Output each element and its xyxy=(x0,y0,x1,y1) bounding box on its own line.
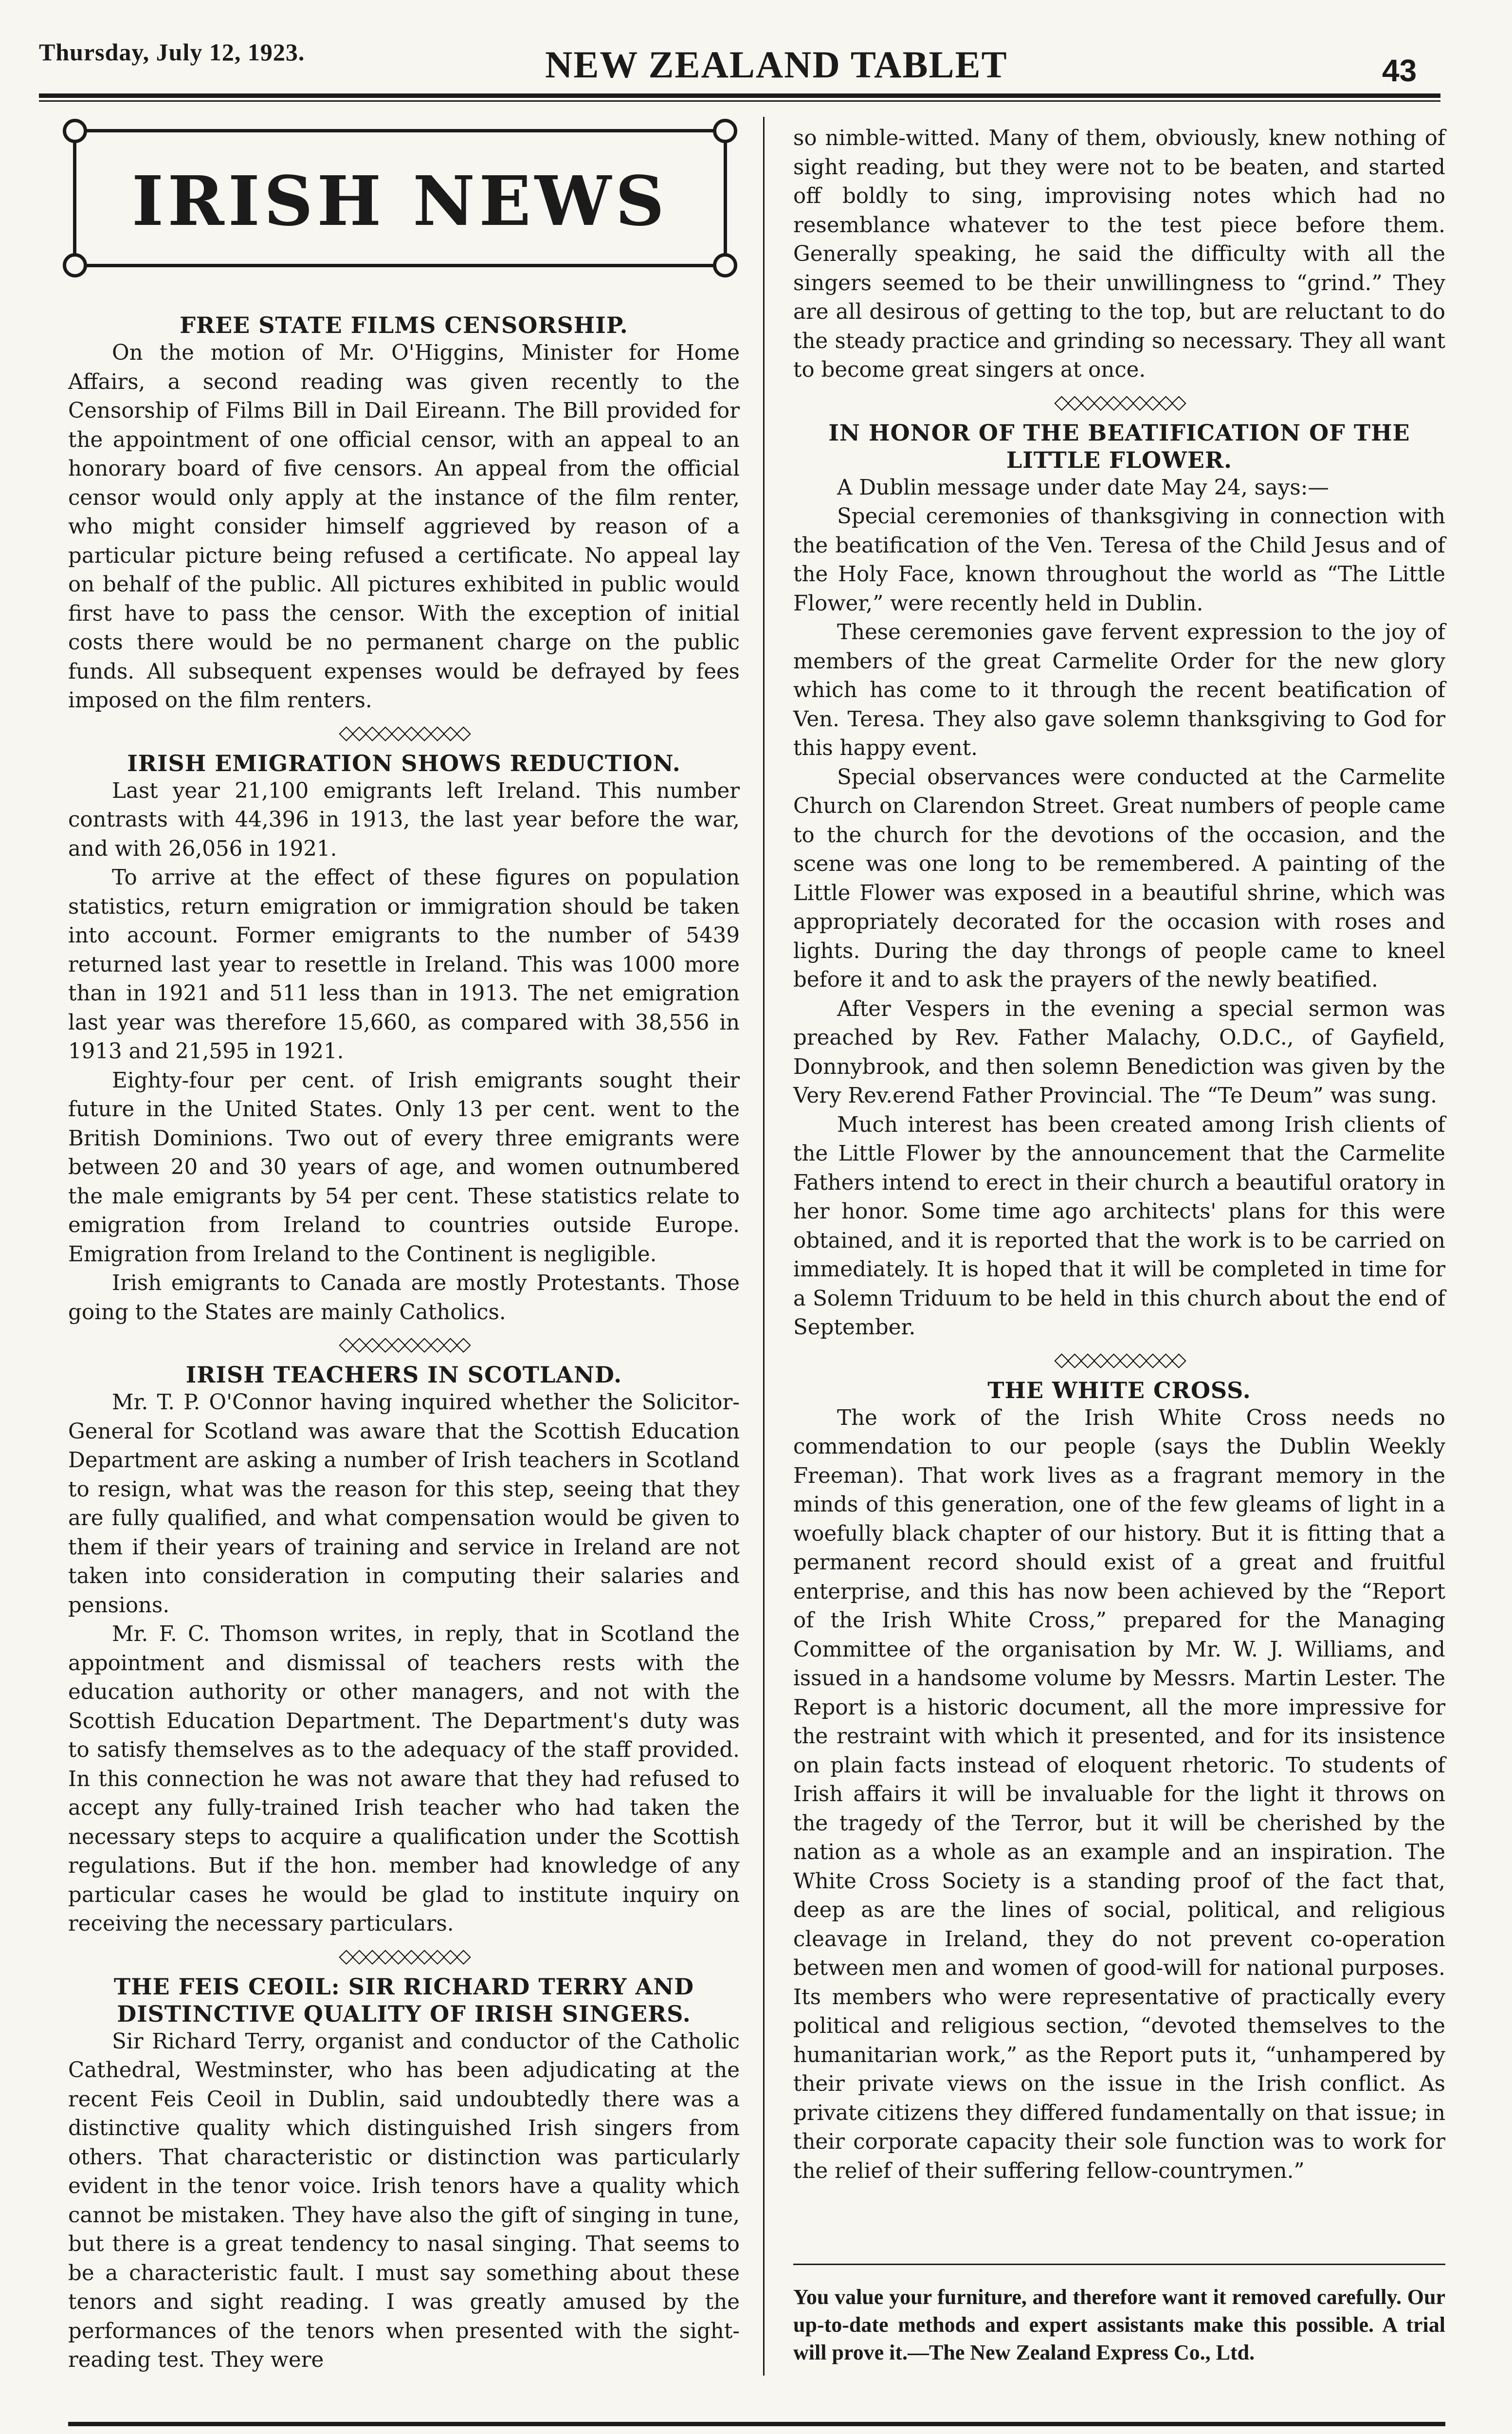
article-heading: IRISH EMIGRATION SHOWS REDUCTION. xyxy=(127,750,681,776)
article-paragraph: Special observances were conducted at the Carmelite Church on Clarendon Street. Great numbers of people came to the church for the devotions of the occasion, and the scene was one long to be remembered. A painting of the Little Flower was exposed in a beautiful shrine, which was appropriately decorated for the occasion with roses and lights. During the day throngs of people came to kneel before it and to ask the prayers of the newly beatified. xyxy=(793,765,1445,992)
right-column xyxy=(793,124,1445,2186)
issue-date: Thursday, July 12, 1923. xyxy=(39,38,305,66)
notice-rule xyxy=(793,2264,1445,2265)
page-number: 43 xyxy=(1382,53,1417,88)
article-heading: FREE STATE FILMS CENSORSHIP. xyxy=(180,312,628,338)
publication-title: NEW ZEALAND TABLET xyxy=(545,43,1008,86)
section-ornament: ◇◇◇◇◇◇◇◇◇◇ xyxy=(339,721,469,744)
article-paragraph: A Dublin message under date May 24, says:— xyxy=(837,475,1329,500)
header-rule-thin xyxy=(39,100,1440,102)
corner-ornament xyxy=(63,119,87,143)
irish-news-banner xyxy=(73,129,727,267)
article-heading: IN HONOR OF THE BEATIFICATION OF THE LITTLE FLOWER. xyxy=(828,419,1410,473)
section-ornament: ◇◇◇◇◇◇◇◇◇◇ xyxy=(339,1333,469,1355)
article-paragraph: On the motion of Mr. O'Higgins, Minister for Home Affairs, a second reading was given recently to the Censorship of Films Bill in Dail Eireann. The Bill provided for the appointment of one official censor, with an appeal to an honorary board of five censors. An appeal from the official censor would only apply at the instance of the film renter, who might consider himself aggrieved by reason of a particular picture being refused a certificate. No appeal lay on behalf of the public. All pictures exhibited in public would first have to pass the censor. With the exception of initial costs there would be no permanent charge on the public funds. All subsequent expenses would be defrayed by fees imposed on the film renters. xyxy=(68,341,740,713)
section-ornament: ◇◇◇◇◇◇◇◇◇◇ xyxy=(339,1944,469,1967)
article-paragraph: so nimble-witted. Many of them, obviously, knew nothing of sight reading, but they were not to be beaten, and started off boldly to sing, improvising notes which had no resemblance whatever to the test piece before them. Generally speaking, he said the difficulty with all the singers seemed to be their unwillingness to “grind.” They are all desirous of getting to the top, but are reluctant to do the steady practice and grinding so necessary. They all want to become great singers at once. xyxy=(793,126,1445,382)
left-column xyxy=(68,312,740,2375)
banner-title: IRISH NEWS xyxy=(131,162,669,241)
article-paragraph: Last year 21,100 emigrants left Ireland. This number contrasts with 44,396 in 1913, the last year before the war, and with 26,056 in 1921. xyxy=(68,778,740,861)
article-paragraph: These ceremonies gave fervent expression to the joy of members of the great Carmelite Order for the new glory which has come to it through the recent beatification of Ven. Teresa. They also gave solemn thanksgiving to God for this happy event. xyxy=(793,620,1445,760)
advert-rule xyxy=(68,2422,1445,2426)
corner-ornament xyxy=(63,253,87,277)
corner-ornament xyxy=(713,253,737,277)
article-paragraph: Eighty-four per cent. of Irish emigrants sought their future in the United States. Only 13 per cent. went to the British Dominions. Two out of every three emigrants were between 20 and 30 years of age, and women outnumbered the male emigrants by 54 per cent. These statistics relate to emigration from Ireland to countries outside Europe. Emigration from Ireland to the Continent is negligible. xyxy=(68,1068,740,1267)
article-heading: THE FEIS CEOIL: SIR RICHARD TERRY AND DISTINCTIVE QUALITY OF IRISH SINGERS. xyxy=(113,1973,694,2027)
express-company-notice: You value your furniture, and therefore want it removed carefully. Our up-to-date methods and expert assistants make this possible. A trial will prove it.—The New Zealand Express Co., Ltd. xyxy=(793,2285,1445,2364)
section-ornament: ◇◇◇◇◇◇◇◇◇◇ xyxy=(1054,1348,1184,1371)
article-paragraph: The work of the Irish White Cross needs no commendation to our people (says the Dublin Weekly Freeman). That work lives as a fragrant memory in the minds of this generation, one of the few gleams of light in a woefully black chapter of our history. But it is fitting that a permanent record should exist of a great and fruitful enterprise, and this has now been achieved by the “Report of the Irish White Cross,” prepared for the Managing Committee of the organisation by Mr. W. J. Williams, and issued in a handsome volume by Messrs. Martin Lester. The Report is a historic document, all the more impressive for the restraint with which it presented, and for its insistence on plain facts instead of eloquent rhetoric. To students of Irish affairs it will be invaluable for the light it throws on the tragedy of the Terror, but it will be cherished by the nation as a whole as an example and an inspiration. The White Cross Society is a standing proof of the fact that, deep as are the lines of social, political, and religious cleavage in Ireland, they do not prevent co-operation between men and women of good-will for national purposes. Its members who were representative of practically every political and religious section, “devoted themselves to the humanitarian work,” as the Report puts it, “unhampered by their private views on the issue in the Irish conflict. As private citizens they differed fundamentally on that issue; in their corporate capacity their sole function was to work for the relief of their suffering fellow-countrymen.” xyxy=(793,1405,1445,2183)
header-rule xyxy=(39,93,1440,98)
article-paragraph: Mr. T. P. O'Connor having inquired whether the Solicitor-General for Scotland was aware that the Scottish Education Department are asking a number of Irish teachers in Scotland to resign, what was the reason for this step, seeing that they are fully qualified, and what compensation would be given to them if their years of training and service in Ireland are not taken into consideration in computing their salaries and pensions. xyxy=(68,1390,740,1618)
column-divider xyxy=(763,117,765,2376)
article-paragraph: Sir Richard Terry, organist and conductor of the Catholic Cathedral, Westminster, who has been adjudicating at the recent Feis Ceoil in Dublin, said undoubtedly there was a distinctive quality which distinguished Irish singers from others. That characteristic or distinction was particularly evident in the tenor voice. Irish tenors have a quality which cannot be mistaken. They have also the gift of singing in tune, but there is a great tendency to nasal singing. That seems to be a characteristic fault. I must say something about these tenors and sight reading. I was greatly amused by the performances of the tenors when presented with the sight-reading test. They were xyxy=(68,2029,740,2372)
article-paragraph: Mr. F. C. Thomson writes, in reply, that in Scotland the appointment and dismissal of teachers rests with the education authority or other managers, and not with the Scottish Education Department. The Department's duty was to satisfy themselves as to the adequacy of the staff provided. In this connection he was not aware that they had refused to accept any fully-trained Irish teacher who had taken the necessary steps to acquire a qualification under the Scottish regulations. But if the hon. member had knowledge of any particular cases he would be glad to institute inquiry on receiving the necessary particulars. xyxy=(68,1622,740,1936)
section-ornament: ◇◇◇◇◇◇◇◇◇◇ xyxy=(1054,390,1184,413)
article-paragraph: Much interest has been created among Irish clients of the Little Flower by the announcement that the Carmelite Fathers intend to erect in their church a beautiful oratory in her honor. Some time ago architects' plans for this were obtained, and it is reported that the work is to be carried on immediately. It is hoped that it will be completed in time for a Solemn Triduum to be held in this church about the end of September. xyxy=(793,1112,1445,1340)
corner-ornament xyxy=(713,119,737,143)
article-paragraph: Irish emigrants to Canada are mostly Protestants. Those going to the States are mainly Catholics. xyxy=(68,1271,740,1325)
article-paragraph: To arrive at the effect of these figures on population statistics, return emigration or immigration should be taken into account. Former emigrants to the number of 5439 returned last year to resettle in Ireland. This was 1000 more than in 1921 and 511 less than in 1913. The net emigration last year was therefore 15,660, as compared with 38,556 in 1913 and 21,595 in 1921. xyxy=(68,866,740,1064)
article-paragraph: After Vespers in the evening a special sermon was preached by Rev. Father Malachy, O.D.C., of Gayfield, Donnybrook, and then solemn Benediction was given by the Very Rev.erend Father Provincial. The “Te Deum” was sung. xyxy=(793,996,1445,1108)
article-paragraph: Special ceremonies of thanksgiving in connection with the beatification of the Ven. Teresa of the Child Jesus and of the Holy Face, known throughout the world as “The Little Flower,” were recently held in Dublin. xyxy=(793,504,1445,616)
article-heading: THE WHITE CROSS. xyxy=(987,1377,1251,1403)
article-heading: IRISH TEACHERS IN SCOTLAND. xyxy=(185,1362,622,1388)
